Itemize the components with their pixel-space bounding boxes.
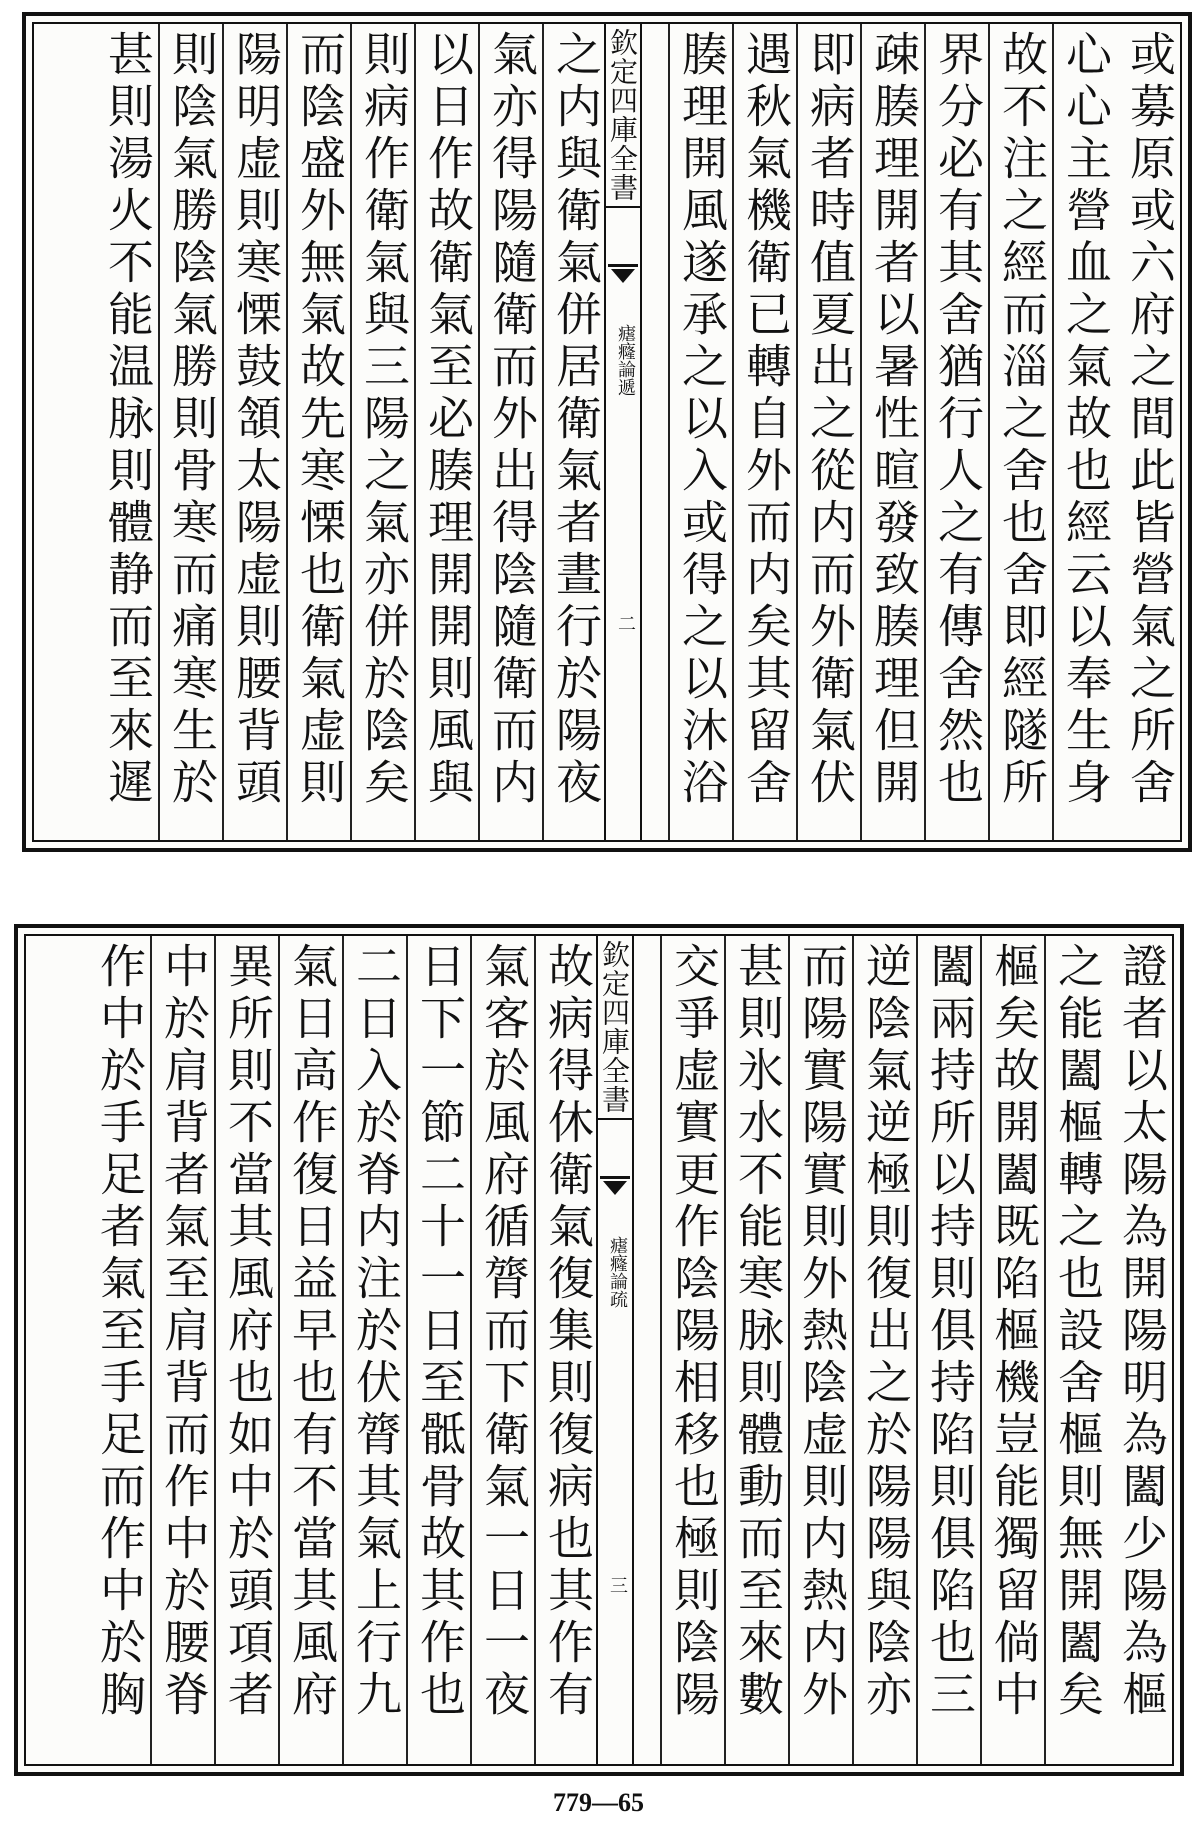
text-column: 則陰氣勝陰氣勝則骨寒而痛寒生於 [158,24,222,840]
text-column: 中於肩背者氣至肩背而作中於腰脊 [150,936,214,1764]
text-column: 腠理開風遂承之以入或得之以沐浴 [668,24,732,840]
gutter-section-title: 瘧癃論遞 [615,324,636,396]
text-column: 甚則湯火不能温脉則體静而至來遲 [101,30,155,810]
top-page-frame [32,22,1182,842]
text-column: 異所則不當其風府也如中於頭項者 [214,936,278,1764]
text-column: 闔兩持所以持則俱持陷則俱陷也三 [916,936,980,1764]
text-column: 氣日高作復日益早也有不當其風府 [278,936,342,1764]
text-column: 之能闔樞轉之也設舍樞則無開闔矣 [1044,936,1108,1764]
page-reference-number: 779—65 [553,1788,644,1817]
text-column: 甚則氷水不能寒脉則體動而至來數 [724,936,788,1764]
text-column: 日下一節二十一日至骶骨故其作也 [406,936,470,1764]
fishtail-mark [608,264,638,289]
bottom-right-half [600,936,1172,1764]
text-column: 樞矣故開闔既陷樞機豈能獨留倘中 [980,936,1044,1764]
gutter-page-number: 三 [607,1576,628,1594]
text-column: 以日作故衛氣至必腠理開開則風與 [414,24,478,840]
text-column: 故不注之經而淄之舍也舍即經隧所 [988,24,1052,840]
text-column: 二日入於脊内注於伏膂其氣上行九 [342,936,406,1764]
bottom-page-frame [24,934,1174,1766]
text-column: 作中於手足者氣至手足而作中於胸 [93,942,147,1722]
text-column: 而陰盛外無氣故先寒慄也衛氣虚則 [286,24,350,840]
text-column: 氣客於風府循膂而下衛氣一日一夜 [470,936,534,1764]
gutter-book-title: 欽定四庫全書 [606,28,640,208]
bottom-left-half [26,936,598,1764]
text-column: 心心主營血之氣故也經云以奉生身 [1052,24,1116,840]
text-column: 遇秋氣機衛已轉自外而内矣其留舍 [732,24,796,840]
center-gutter [596,936,634,1764]
text-column: 之内與衛氣併居衛氣者晝行於陽夜 [542,24,606,840]
text-column: 陽明虚則寒慄鼓頷太陽虚則腰背頭 [222,24,286,840]
top-right-half [608,24,1180,840]
text-column: 逆陰氣逆極則復出之於陽陽與陰亦 [852,936,916,1764]
text-column: 即病者時值夏出之從内而外衛氣伏 [796,24,860,840]
top-left-half [34,24,606,840]
text-column: 證者以太陽為開陽明為闔少陽為樞 [1115,942,1169,1722]
top-page [22,12,1192,852]
text-column: 而陽實陽實則外熱陰虚則内熱内外 [788,936,852,1764]
bottom-page [14,924,1184,1776]
center-gutter [604,24,642,840]
text-column: 界分必有其舍猶行人之有傳舍然也 [924,24,988,840]
text-column: 故病得休衛氣復集則復病也其作有 [534,936,598,1764]
gutter-section-title: 瘧癃論疏 [607,1236,628,1308]
text-column: 則病作衛氣與三陽之氣亦併於陰矣 [350,24,414,840]
text-column: 或募原或六府之間此皆營氣之所舍 [1123,30,1177,810]
fishtail-mark [600,1176,630,1201]
gutter-page-number: 二 [615,614,636,632]
text-column: 交爭虚實更作陰陽相移也極則陰陽 [660,936,724,1764]
gutter-book-title: 欽定四庫全書 [598,940,632,1120]
text-column: 疎腠理開者以暑性暄發致腠理但開 [860,24,924,840]
text-column: 氣亦得陽隨衛而外出得陰隨衛而内 [478,24,542,840]
